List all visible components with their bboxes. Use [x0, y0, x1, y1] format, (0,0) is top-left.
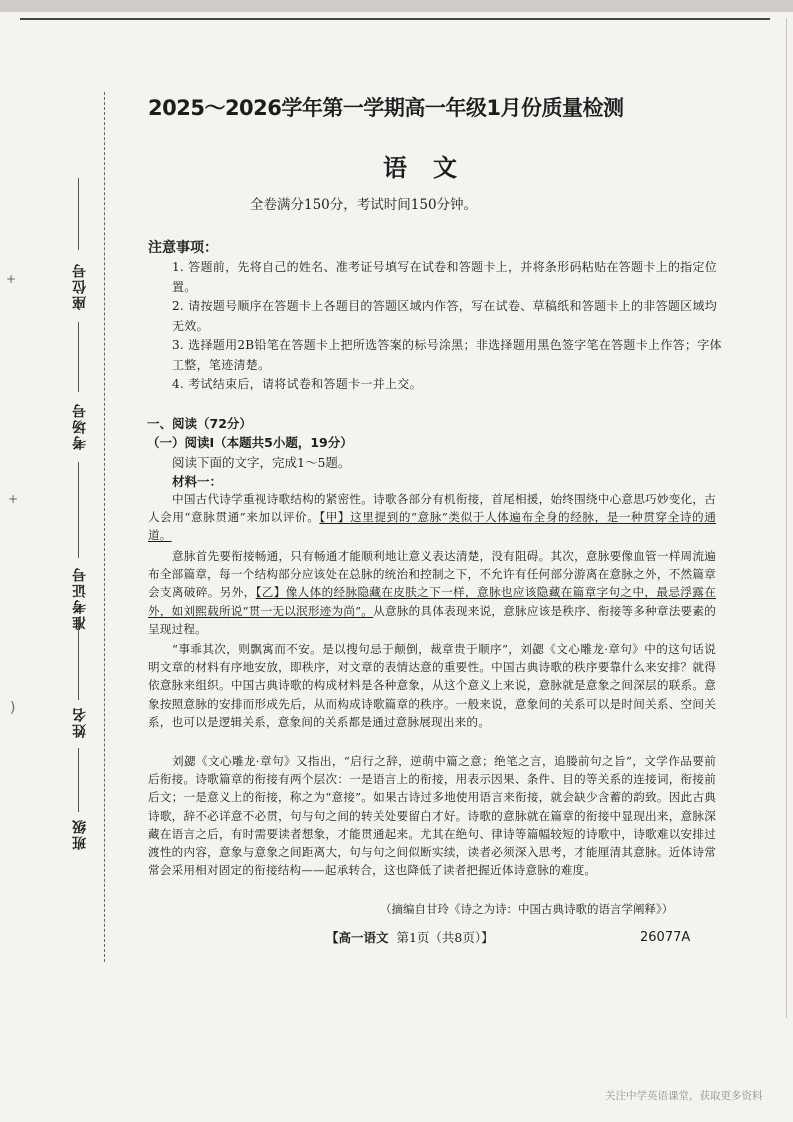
class-label: 班级: [72, 818, 88, 850]
exam-meta: 全卷满分150分，考试时间150分钟。: [250, 197, 478, 213]
binding-mark: ): [10, 700, 16, 716]
notice-item: 3. 选择题用2B铅笔在答题卡上把所选答案的标号涂黑；非选择题用黑色签字笔在答题卡上作答；字体工整，笔迹清楚。: [172, 338, 722, 372]
scan-top-band: [0, 0, 793, 12]
article-paragraph-3: “事乖其次，则飘寓而不安。是以搜句忌于颠倒，裁章贵于顺序”，刘勰《文心雕龙·章句》中的这句话说明文章的材料有序地安放，即秩序，对文章的表情达意的重要性。中国古典诗歌的秩序要靠什么来安排？就得依意脉来组织。中国古典诗歌的构成材料是各种意象，从这个意义上来说，意脉就是意象之间深层的联系。意象按照意脉的安排而形成先后，从而构成诗歌篇章的秩序。一般来说，意象间的关系可以是时间关系、空间关系，也可以是逻辑关系，意象间的关系都是通过意脉展现出来的。: [148, 642, 716, 729]
right-page-edge: [786, 18, 787, 1018]
exam-room-blank[interactable]: [78, 322, 79, 392]
student-name-label: 姓名: [72, 706, 88, 738]
binding-mark: +: [8, 492, 19, 506]
watermark-text: 关注中学英语课堂，获取更多资料: [605, 1090, 763, 1102]
class-blank[interactable]: [78, 748, 79, 812]
page-footer: [326, 928, 494, 946]
binding-mark: +: [6, 272, 17, 286]
page-number: 第1页（共8页）】: [396, 930, 494, 945]
marked-sentence-jia: 【甲】这里提到的“意脉”类似于人体遍布全身的经脉，是一种贯穿全诗的通道。: [148, 510, 716, 543]
ticket-number-blank[interactable]: [78, 462, 79, 558]
ticket-number-label: 准考证号: [72, 566, 88, 630]
exam-room-label: 考场号: [72, 402, 88, 450]
seat-number-label: 座位号: [72, 262, 88, 310]
article-source: （摘编自甘玲《诗之为诗：中国古典诗歌的语言学阐释》）: [380, 902, 674, 916]
material-label: 材料一：: [172, 474, 223, 489]
marked-sentence-yi: 【乙】像人体的经脉隐藏在皮肤之下一样，意脉也应该隐藏在篇章字句之中，最忌浮露在外，如刘熙载所说“贯一无以泯形迹为尚”。: [148, 585, 716, 618]
student-name-blank[interactable]: [78, 618, 79, 700]
paper-code: 26077A: [640, 930, 691, 945]
notice-item: 2. 请按题号顺序在答题卡上各题目的答题区域内作答，写在试卷、草稿纸和答题卡上的非答题区域均无效。: [172, 299, 718, 333]
notice-heading: 注意事项：: [148, 240, 218, 256]
top-border-line: [20, 18, 770, 20]
notice-item: 1. 答题前，先将自己的姓名、准考证号填写在试卷和答题卡上，并将条形码粘贴在答题卡上的指定位置。: [172, 260, 718, 294]
binding-dashed-line: [104, 92, 105, 962]
article-paragraph-2: [148, 547, 716, 638]
paragraph-text: 中国古代诗学重视诗歌结构的紧密性。诗歌各部分有机衔接，首尾相援，始终围绕中心意思巧妙变化，古人会用“意脉贯通”来加以评价。: [148, 492, 716, 525]
notice-item: 4. 考试结束后，请将试卷和答题卡一并上交。: [172, 377, 422, 391]
article-paragraph-1: [148, 490, 716, 545]
footer-label: 【高一语文: [326, 930, 389, 945]
subject-title: 语文: [383, 154, 483, 182]
section-heading: 一、阅读（72分）: [147, 416, 252, 431]
exam-title: 2025～2026学年第一学期高一年级1月份质量检测: [148, 96, 624, 120]
seat-number-blank[interactable]: [78, 178, 79, 250]
subsection-heading: （一）阅读Ⅰ（本题共5小题，19分）: [147, 435, 353, 450]
article-paragraph-4: 刘勰《文心雕龙·章句》又指出，“启行之辞，逆萌中篇之意；绝笔之言，追媵前句之旨”，文学作品要前后衔接。诗歌篇章的衔接有两个层次：一是语言上的衔接，用表示因果、条件、目的等关系的连接词，衔接前后文；一是意义上的衔接，称之为“意接”。如果古诗过多地使用语言来衔接，就会缺少含蓄的韵致。因此古典诗歌，辞不必详意不必贯，句与句之间的转关处要留白才好。诗歌的意脉就在篇章的衔接中显现出来，意脉深藏在语言之后，有时需要读者想象，才能贯通起来。尤其在绝句、律诗等篇幅较短的诗歌中，诗歌难以安排过渡性的内容，意象与意象之间距离大，句与句之间似断实续，读者必须深入思考，才能厘清其意脉。近体诗常常会采用相对固定的衔接结构——起承转合，这也降低了读者把握近体诗意脉的难度。: [148, 754, 716, 878]
paragraph-text: 意脉首先要衔接畅通，只有畅通才能顺利地让意义表达清楚，没有阻碍。其次，意脉要像血管一样周流遍布全部篇章，每一个结构部分应该处在总脉的统治和控制之下，不允许有任何部分游离在意脉之外，不然篇章会支离破碎。另外，: [148, 549, 716, 600]
paragraph-text: 从意脉的具体表现来说，意脉应该是秩序、衔接等多种章法要素的呈现过程。: [148, 603, 716, 636]
instruction-text: 阅读下面的文字，完成1～5题。: [172, 455, 351, 470]
